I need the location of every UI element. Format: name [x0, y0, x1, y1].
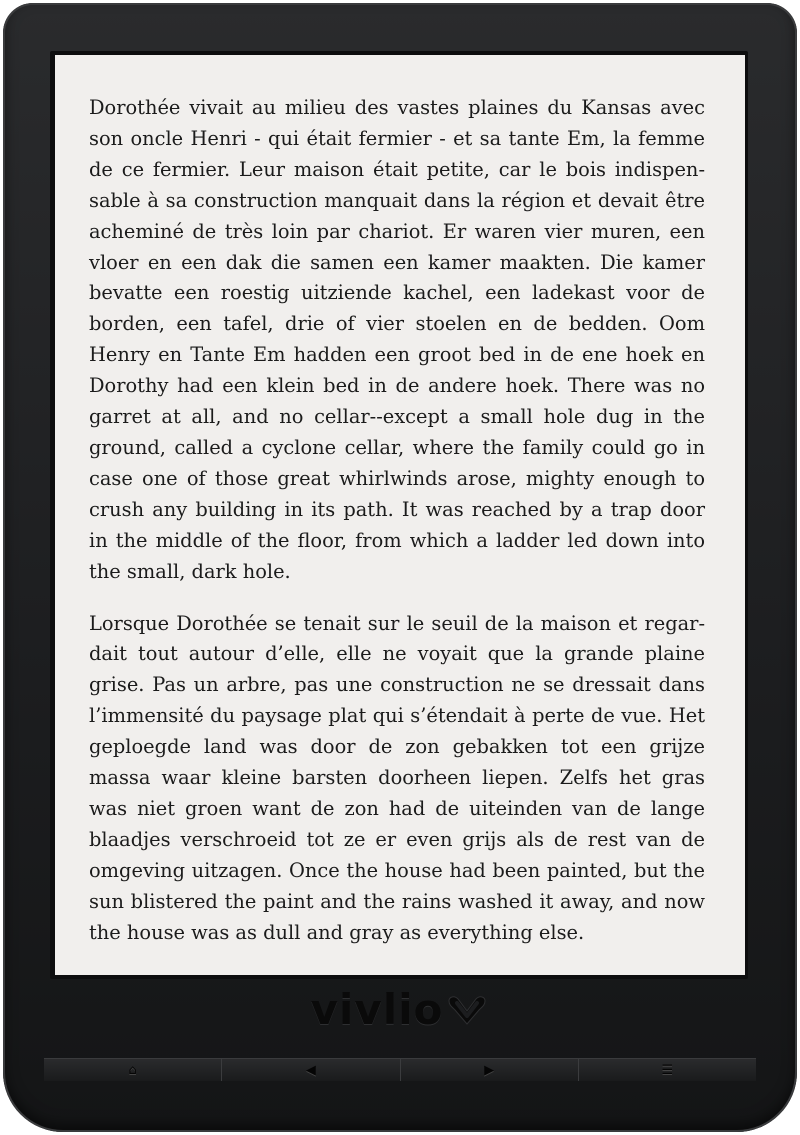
home-icon: ⌂: [128, 1062, 137, 1078]
home-button[interactable]: [44, 1059, 222, 1081]
hardware-button-bar: [44, 1058, 756, 1081]
arrow-left-icon: ◀: [305, 1062, 316, 1078]
arrow-right-icon: ▶: [484, 1062, 495, 1078]
ereader-screen[interactable]: [55, 55, 745, 975]
brand-logo-text: vivlio: [310, 985, 444, 1034]
menu-icon: ☰: [661, 1062, 674, 1078]
menu-button[interactable]: [579, 1059, 756, 1081]
book-page-text: [89, 93, 705, 969]
previous-page-button[interactable]: [222, 1059, 400, 1081]
brand-check-icon: [445, 993, 489, 1027]
paragraph-1: Dorothée vivait au milieu des vastes plaines du Kansas avec son oncle Henri - qui était fermier - et sa tante Em, la femme de ce fermier. Leur maison était petite, car le bois indispensable à sa construction manquait dans la région et devait être acheminé de très loin par chariot. Er waren vier muren, een vloer en een dak die samen een kamer maakten. Die kamer bevatte een roestig uitziende kachel, een ladekast voor de borden, een tafel, drie of vier stoelen en de bedden. Oom Henry en Tante Em hadden een groot bed in de ene hoek en Dorothy had een klein bed in de andere hoek. There was no garret at all, and no cellar--except a small hole dug in the ground, called a cyclone cellar, where the family could go in case one of those great whirlwinds arose, mighty enough to crush any building in its path. It was reached by a trap door in the middle of the floor, from which a ladder led down into the small, dark hole.: [89, 96, 705, 583]
brand-logo: [0, 985, 800, 1034]
next-page-button[interactable]: [401, 1059, 579, 1081]
paragraph-2: Lorsque Dorothée se tenait sur le seuil de la maison et regardait tout autour d’elle, elle ne voyait que la grande plaine grise. Pas un arbre, pas une construction ne se dressait dans l’immensité du paysage plat qui s’étendait à perte de vue. Het geploegde land was door de zon gebakken tot een grijze massa waar kleine barsten doorheen liepen. Zelfs het gras was niet groen want de zon had de uiteinden van de lange blaadjes verschroeid tot ze er even grijs als de rest van de omgeving uitzagen. Once the house had been painted, but the sun blistered the paint and the rains washed it away, and now the house was as dull and gray as everything else.: [89, 611, 705, 944]
